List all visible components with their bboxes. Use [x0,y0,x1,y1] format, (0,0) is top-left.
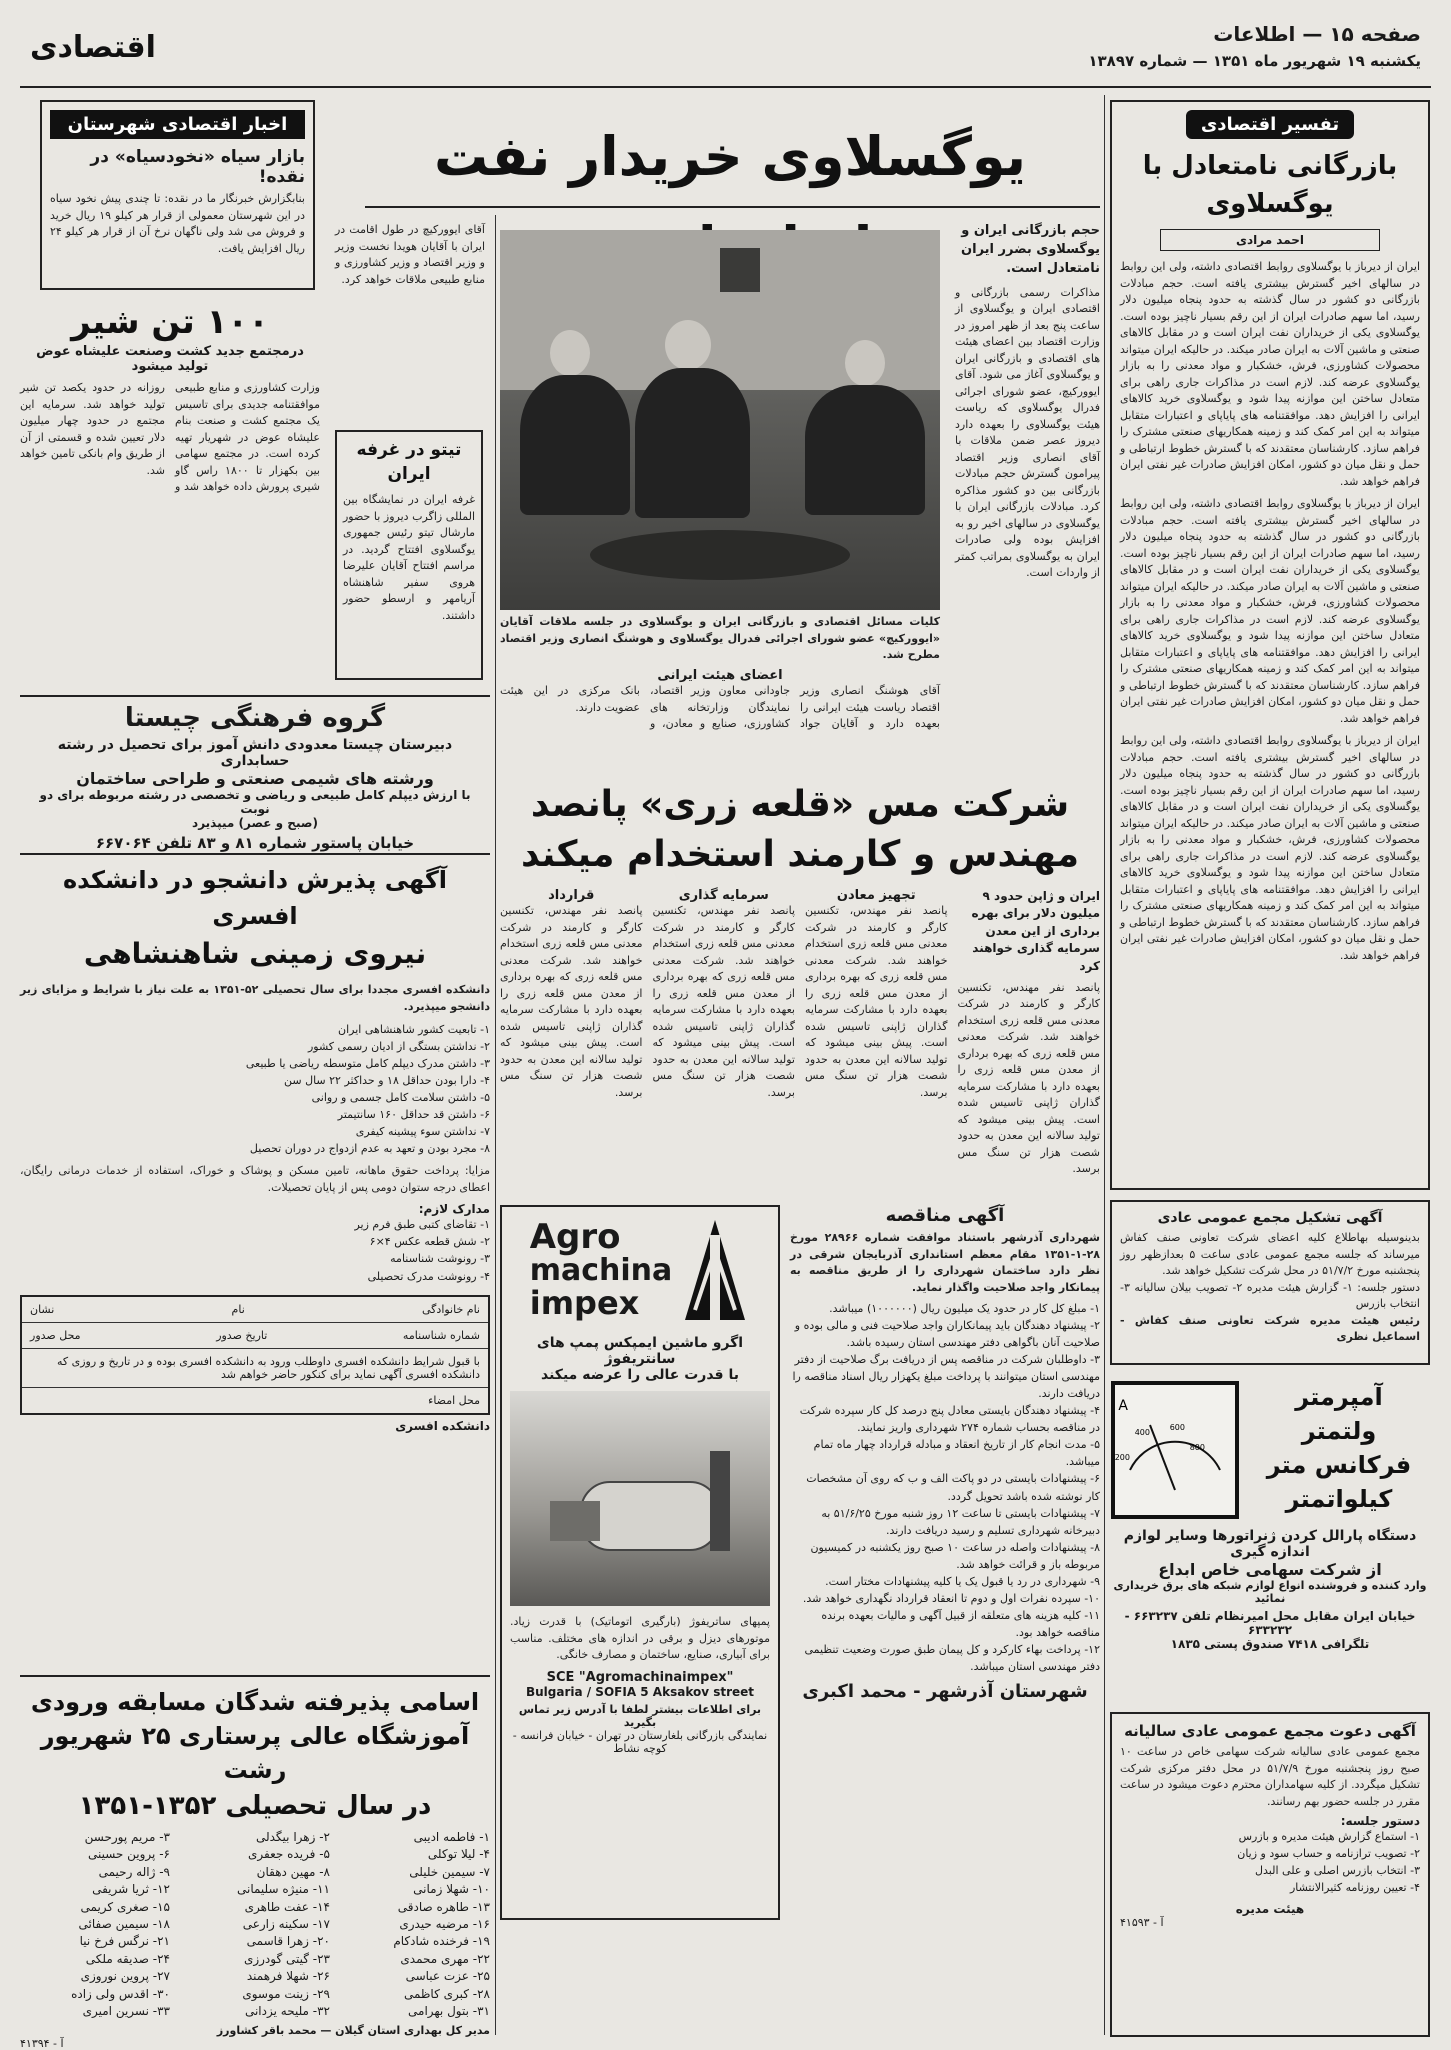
nursing-name: ۲۹- زینت موسوی [242,1986,330,2001]
assembly-notice [1110,1200,1430,1365]
photo-caption: کلیات مسائل اقتصادی و بازرگانی ایران و یوگسلاوی در جلسه ملاقات آقایان «ایوورکیچ» عضو شورای اجرائی فدرال یوگسلاوی و هوشنگ انصاری وزیر اقتصاد مطرح شد. [500,615,940,661]
nursing-name: ۱۴- عفت طاهری [244,1899,330,1914]
chista-address: خیابان پاستور شماره ۸۱ و ۸۳ تلفن ۶۶۷۰۶۴ [95,834,415,852]
nursing-name: ۱۹- فرخنده شادکام [393,1934,490,1949]
nursing-name: ۳۰- اقدس ولی زاده [71,1986,170,2001]
form-row [22,1349,488,1388]
nursing-name: ۲۲- مهری محمدی [400,1951,490,1966]
annual-ref: آ - ۴۱۵۹۳ [1120,1916,1164,1930]
tender-item: ۹- شهرداری در رد یا قبول یک یا کلیه پیشنهادات مختار است. [825,1574,1100,1588]
army-form [20,1295,490,1415]
sidebar-news-body: بنابگزارش خبرنگار ما در نقده: تا چندی پیش نخود سیاه در این شهرستان معمولی از قرار هر کیلو ۱۹ ریال خرید و فروش می شد ولی ناگهان نرخ آن از قرار هر کیلو ۲۴ ریال افزایش یافت. [50,192,305,255]
photo-person-3 [805,385,925,515]
annual-signature: هیئت مدیره [1235,1902,1305,1917]
editorial-body-3: ایران از دیرباز با یوگسلاوی روابط اقتصادی داشته، ولی این روابط در سالهای اخیر گسترش بیشتری یافته است. حجم مبادلات بازرگانی دو کشور در سال گذشته به حدود پنجاه میلیون دلار رسید، اما سهم صادرات ایران از این رقم بسیار ناچیز بوده است. یوگسلاوی یکی از خریداران نفت ایران است و در مقابل کالاهای صنعتی و ماشین آلات به ایران صادر میکند. در حالیکه ایران میتواند محصولات کشاورزی، فرش، خشکبار و مواد معدنی را به بازار یوگسلاوی عرضه کند. لازم است در مذاکرات جاری راهی برای متعادل ساختن این موازنه پیدا شود و یوگسلاوی خرید کالاهای ایرانی را افزایش دهد. موافقتنامه های پایاپای و اعتبارات متقابل میتواند به این امر کمک کند و زمینه همکاریهای صنعتی مشترک را فراهم سازد. کارشناسان معتقدند که با گسترش خطوط ارتباطی و حمل و نقل میان دو کشور، امکان افزایش صادرات غیر نفتی ایران فراهم خواهد شد. [1120,734,1420,962]
members-body: آقای هوشنگ انصاری وزیر اقتصاد ریاست هیئت ایرانی را بعهده دارد و آقایان جواد جاودانی معاون وزیر اقتصاد، نمایندگان وزارتخانه های کشاورزی، صنایع و معادن، و بانک مرکزی در این هیئت عضویت دارند. [500,684,940,730]
agro-features: پمپهای ساتریفوژ (بارگیری اتوماتیک) با قدرت زیاد. موتورهای دیزل و برقی در اندازه های مختلف. مناسب برای آبیاری، صنایع، ساختمان و مصارف خانگی. [510,1615,770,1661]
tender-item: ۱۱- کلیه هزینه های متعلقه از قبیل آگهی و مالیات بعهده برنده مناقصه خواهد بود. [821,1608,1100,1639]
meter-address: خیابان ایران مقابل محل امیرنظام تلفن ۶۶۳۲۳۷ - ۶۳۳۲۳۲ [1124,1609,1416,1637]
tito-headline: تیتو در غرفه ایران [356,440,462,484]
tender-title: آگهی مناقصه [885,1205,1005,1226]
army-title-1: آگهی پذیرش دانشجو در دانشکده افسری [62,866,448,930]
section-title: اقتصادی [30,30,156,65]
sidebar-news-header: اخبار اقتصادی شهرستان [50,110,305,139]
photo-frame [720,248,760,292]
copper-body: پانصد نفر مهندس، تکنسین کارگر و کارمند در شرکت معدنی مس قلعه زری استخدام خواهند شد. شرکت معدنی مس قلعه زری که بهره برداری از معدن مس قلعه زری را بعهده دارد با مشارکت سرمایه گذاران ژاپنی تاسیس شده است. پیش بینی میشود که تولید سالانه این معدن به حدود شصت هزار تن سنگ مس برسد. [957,980,1100,1176]
meter-phone: تلگرافی ۷۴۱۸ صندوق پستی ۱۸۳۵ [1170,1637,1370,1651]
nursing-name: ۲۱- نرگس فرخ نیا [79,1934,170,1949]
tender-item: ۳- داوطلبان شرکت در مناقصه پس از دریافت برگ صلاحیت از دفتر مهندسی استان میتوانند با پرداخت مبلغ یکهزار ریال اسناد مناقصه را دریافت دارند. [792,1353,1100,1401]
army-docs-title: مدارک لازم: [418,1202,490,1217]
form-statement: با قبول شرایط دانشکده افسری داوطلب ورود به دانشکده افسری بوده و در تاریخ و روزی که دانشکده افسری آگهی نماید برای کنکور حاضر خواهم شد [56,1354,480,1381]
nursing-name: ۳- مریم پورحسن [84,1830,170,1844]
milk-story [20,300,320,690]
copper-col-title-1: سرمایه گذاری [678,888,769,903]
assembly-signature: رئیس هیئت مدیره شرکت تعاونی صنف کفاش - اسماعیل نظری [1120,1313,1420,1343]
tender-item: ۵- مدت انجام کار از تاریخ انعقاد و مبادله قرارداد چهار ماه تمام میباشد. [813,1438,1100,1469]
main-side-body: آقای ایوورکیچ در طول اقامت در ایران با آقایان هویدا نخست وزیر و وزیر اقتصاد و وزیر کشاورزی و منابع طبیعی ملاقات خواهد کرد. [335,223,485,286]
annual-agenda-item: ۳- انتخاب بازرس اصلی و علی البدل [1255,1864,1420,1878]
agro-address-1: SCE "Agromachinaimpex" [546,1669,734,1685]
army-condition: ۱- تابعیت کشور شاهنشاهی ایران [338,1023,490,1036]
tender-item: ۴- پیشنهاد دهندگان بایستی معادل پنج درصد کل کار سپرده شرکت در مناقصه بحساب شماره ۲۷۴ شهرداری واریز نمایند. [799,1404,1100,1435]
photo-person-2-head [665,320,711,370]
annual-agenda [1120,1828,1420,1896]
nursing-ad [20,1685,490,2050]
masthead-rule [20,86,1431,88]
main-headline-rule [365,206,1100,208]
army-ad [20,862,490,1677]
annual-title: آگهی دعوت مجمع عمومی عادی سالیانه [1124,1722,1416,1740]
army-condition: ۵- داشتن سلامت کامل جسمی و روانی [311,1091,490,1105]
tender-item: ۷- پیشنهادات بایستی تا ساعت ۱۲ روز شنبه مورخ ۵۱/۶/۲۵ به دبیرخانه شهرداری تسلیم و رسید دریافت دارند. [821,1506,1100,1537]
date-line: یکشنبه ۱۹ شهریور ماه ۱۳۵۱ — شماره ۱۳۸۹۷ [1088,52,1421,70]
army-footer: دانشکده افسری [395,1418,490,1433]
tender-item: ۲- پیشنهاد دهندگان باید پیمانکاران واجد صلاحیت فنی و مالی بوده و صلاحیت آنان باگواهی دفتر مهندسی استان رسیده باشد. [794,1319,1100,1350]
tito-body: غرفه ایران در نمایشگاه بین المللی زاگرب دیروز با حضور مارشال تیتو رئیس جمهوری یوگسلاوی افتتاح گردید. در مراسم افتتاح آقایان علیرضا هروی سفیر شاهنشاه آریامهر و ارسطو حضور داشتند. [343,493,475,622]
editorial [1110,100,1430,1190]
milk-body: وزارت کشاورزی و منابع طبیعی موافقتنامه جدیدی برای تاسیس یک مجتمع کشت و صنعت بنام علیشاه عوض در شهریار تهیه کرده است. در مجتمع سهامی بین بکهزار تا ۱۸۰۰ راس گاو شیری پرورش داده خواهد شد و روزانه در حدود یکصد تن شیر تولید خواهد شد. سرمایه این مجتمع در حدود چهار میلیون دلار تعیین شده و قسمتی از آن از طریق وام بانکی تامین خواهد شد. [20,381,320,493]
meter-ad [1110,1380,1430,1705]
form-label: شماره شناسنامه [402,1328,480,1342]
editorial-body-2: ایران از دیرباز با یوگسلاوی روابط اقتصادی داشته، ولی این روابط در سالهای اخیر گسترش بیشتری یافته است. حجم مبادلات بازرگانی دو کشور در سال گذشته به حدود پنجاه میلیون دلار رسید، اما سهم صادرات ایران از این رقم بسیار ناچیز بوده است. یوگسلاوی یکی از خریداران نفت ایران است و در مقابل کالاهای صنعتی و ماشین آلات به ایران صادر میکند. در حالیکه ایران میتواند محصولات کشاورزی، فرش، خشکبار و مواد معدنی را به بازار یوگسلاوی عرضه کند. لازم است در مذاکرات جاری راهی برای متعادل ساختن این موازنه پیدا شود و یوگسلاوی خرید کالاهای ایرانی را افزایش دهد. موافقتنامه های پایاپای و اعتبارات متقابل میتواند به این امر کمک کند و زمینه همکاریهای صنعتی مشترک را فراهم سازد. کارشناسان معتقدند که با گسترش خطوط ارتباطی و حمل و نقل میان دو کشور، امکان افزایش صادرات غیر نفتی ایران فراهم خواهد شد. [1120,497,1420,725]
assembly-agenda: دستور جلسه: ۱- گزارش هیئت مدیره ۲- تصویب بیلان سالیانه ۳- انتخاب بازرس [1120,1280,1421,1310]
army-docs [20,1216,490,1284]
tender-item: ۱- مبلغ کل کار در حدود یک میلیون ریال (۱۰۰۰۰۰۰) میباشد. [829,1302,1100,1315]
editorial-header: تفسیر اقتصادی [1186,110,1354,139]
nursing-name: ۶- پروین حسینی [87,1847,170,1862]
meter-title-1: آمپرمتر [1295,1383,1383,1411]
agro-logo-line: Agro [529,1216,621,1257]
tender-ad [790,1205,1100,2040]
nursing-name: ۳۲- ملیحه یزدانی [244,2003,330,2018]
nursing-name: ۲۰- زهرا قاسمی [246,1934,330,1949]
nursing-name: ۱۱- منیژه سلیمانی [236,1882,330,1897]
editorial-body-1: ایران از دیرباز با یوگسلاوی روابط اقتصادی داشته، ولی این روابط در سالهای اخیر گسترش بیشتری یافته است. حجم مبادلات بازرگانی دو کشور در سال گذشته به حدود پنجاه میلیون دلار رسید، اما سهم صادرات ایران از این رقم بسیار ناچیز بوده است. یوگسلاوی یکی از خریداران نفت ایران است و در مقابل کالاهای صنعتی و ماشین آلات به ایران صادر میکند. در حالیکه ایران میتواند محصولات کشاورزی، فرش، خشکبار و مواد معدنی را به بازار یوگسلاوی عرضه کند. لازم است در مذاکرات جاری راهی برای متعادل ساختن این موازنه پیدا شود و یوگسلاوی خرید کالاهای ایرانی را افزایش دهد. موافقتنامه های پایاپای و اعتبارات متقابل میتواند به این امر کمک کند و زمینه همکاریهای صنعتی مشترک را فراهم سازد. کارشناسان معتقدند که با گسترش خطوط ارتباطی و حمل و نقل میان دو کشور، امکان افزایش صادرات غیر نفتی ایران فراهم خواهد شد. [1120,260,1420,488]
army-doc: ۳- رونوشت شناسنامه [390,1252,490,1266]
pump-pipe [710,1451,730,1551]
nursing-title-2: آموزشگاه عالی پرستاری ۲۵ شهریور رشت [40,1722,470,1784]
meter-title-2: ولتمتر [1301,1417,1377,1445]
meter-tick: 600 [1169,1423,1185,1432]
annual-notice [1110,1712,1430,2037]
chista-line-3: با ارزش دیپلم کامل طبیعی و ریاضی و تخصصی در رشته مربوطه برای دو نوبت [39,788,471,816]
ammeter-icon [1110,1380,1240,1520]
main-lead: حجم بازرگانی ایران و یوگسلاوی بضرر ایران نامتعادل است. [961,223,1100,276]
chista-line-1: دبیرستان چیستا معدودی دانش آموز برای تحصیل در رشته حسابداری [57,737,453,769]
nursing-name: ۱۰- شهلا زمانی [413,1882,490,1897]
assembly-body: بدینوسیله بهاطلاع کلیه اعضای شرکت تعاونی صنف کفاش میرساند که جلسه مجمع عمومی عادی ساعت ۵ بعدازظهر روز پنجشنبه مورخ ۵۱/۷/۲ در محل شرکت تشکیل خواهد شد. [1120,1231,1420,1277]
army-condition: ۴- دارا بودن حداقل ۱۸ و حداکثر ۲۲ سال سن [283,1074,490,1088]
copper-sub: ایران و ژاپن حدود ۹ میلیون دلار برای بهره برداری از این معدن سرمایه گذاری خواهند کرد [971,889,1100,973]
meter-title-3: فرکانس متر [1266,1451,1412,1479]
photo-person-1-head [550,330,590,376]
page-line: صفحه ۱۵ — اطلاعات [1213,22,1421,46]
copper-col-2-body: پانصد نفر مهندس، تکنسین کارگر و کارمند در شرکت معدنی مس قلعه زری استخدام خواهند شد. شرکت معدنی مس قلعه زری که بهره برداری از معدن مس قلعه زری را بعهده دارد با مشارکت سرمایه گذاران ژاپنی تاسیس شده است. پیش بینی میشود که تولید سالانه این معدن به حدود شصت هزار تن سنگ مس برسد. [805,904,948,1099]
copper-col-3-body: پانصد نفر مهندس، تکنسین کارگر و کارمند در شرکت معدنی مس قلعه زری استخدام خواهند شد. شرکت معدنی مس قلعه زری که بهره برداری از معدن مس قلعه زری را بعهده دارد با مشارکت سرمایه گذاران ژاپنی تاسیس شده است. پیش بینی میشود که تولید سالانه این معدن به حدود شصت هزار تن سنگ مس برسد. [500,904,643,1099]
annual-body: مجمع عمومی عادی سالیانه شرکت سهامی خاص در ساعت ۱۰ صبح روز پنجشنبه مورخ ۵۱/۷/۹ در محل دفتر مرکزی شرکت تشکیل میگردد. از کلیه سهامداران محترم دعوت میشود در ساعت مقرر در جلسه حضور بهم رسانند. [1120,1745,1420,1808]
chista-line-4: (صبح و عصر) میپذیرد [192,816,318,830]
members-title: اعضای هیئت ایرانی [657,668,783,683]
army-condition: ۳- داشتن مدرک دیپلم کامل متوسطه ریاضی یا طبیعی [245,1057,490,1071]
nursing-name: ۲- زهرا بیگدلی [255,1830,330,1844]
agro-ad [500,1205,780,1920]
editorial-title: بازرگانی نامتعادل با یوگسلاوی [1142,151,1398,219]
form-row [22,1323,488,1349]
nursing-name: ۴- لیلا توکلی [427,1847,490,1862]
tender-signature: شهرستان آذرشهر - محمد اکبری [802,1681,1088,1703]
army-doc: ۱- تقاضای کتبی طبق فرم زیر [354,1218,490,1232]
nursing-names [20,1829,490,2020]
form-row [22,1297,488,1323]
tito-box [335,430,483,680]
pump-body [580,1481,720,1551]
meter-line-1: دستگاه پارالل کردن ژنراتورها وسایر لوازم اندازه گیری [1123,1528,1417,1560]
agro-logo-line: machina [529,1253,673,1289]
meter-line-3: وارد کننده و فروشنده انواع لوازم شبکه های برق خریداری نمائید [1113,1579,1427,1605]
form-label: محل امضاء [428,1393,480,1407]
members-area [500,668,940,768]
nursing-name: ۲۷- پروین نوروزی [80,1969,170,1984]
photo-person-2 [635,368,750,518]
army-title-2: نیروی زمینی شاهنشاهی [83,937,427,970]
nursing-name: ۱۵- صغری کریمی [80,1899,170,1914]
copper-story [500,780,1100,1195]
army-doc: ۴- رونوشت مدرک تحصیلی [367,1269,490,1283]
assembly-title: آگهی تشکیل مجمع عمومی عادی [1157,1210,1383,1226]
nursing-ref: آ - ۴۱۳۹۴ [20,2037,64,2050]
tender-items [790,1300,1100,1675]
nursing-name: ۲۵- عزت عباسی [405,1969,490,1984]
annual-agenda-item: ۴- تعیین روزنامه کثیرالانتشار [1289,1881,1420,1895]
copper-col-title-3: قرارداد [548,888,595,903]
form-label: نام [231,1302,245,1316]
form-row [22,1388,488,1413]
agro-logo-text [529,1216,673,1322]
meter-label: A [1118,1398,1128,1414]
agro-logo-icon [680,1215,750,1325]
form-label: نام خانوادگی [422,1302,480,1316]
photo-person-1 [520,375,630,515]
editorial-author: احمد مرادی [1160,229,1380,251]
army-intro: دانشکده افسری مجددا برای سال تحصیلی ۵۲-۱۳۵۱ به علت نیاز با شرایط و مزایای زیر دانشجو میپذیرد. [20,983,490,1013]
agro-tagline-1: اگرو ماشین ایمپکس پمپ های سانتریفوژ [536,1335,744,1367]
tender-item: ۱۰- سپرده نفرات اول و دوم تا انعقاد قرارداد نگهداری خواهد شد. [802,1591,1100,1605]
sidebar-news-box [40,100,315,290]
annual-agenda-title: دستور جلسه: [1340,1814,1420,1828]
main-headline: یوگسلاوی خریدار نفت [433,125,1027,188]
annual-agenda-item: ۲- تصویب ترازنامه و حساب سود و زیان [1237,1847,1420,1861]
army-conditions [20,1021,490,1157]
nursing-name: ۳۳- نسرین امیری [82,2003,170,2018]
meter-title-4: کیلواتمتر [1285,1485,1393,1513]
chista-line-2: ورشته های شیمی صنعتی و طراحی ساختمان [76,769,434,788]
tender-item: ۶- پیشنهادات بایستی در دو پاکت الف و ب که روی آن مشخصات کار نوشته شده باشد تحویل گردد. [806,1472,1100,1503]
form-label: تاریخ صدور [216,1328,268,1342]
agro-logo-line: impex [529,1283,640,1322]
agro-tagline-2: با قدرت عالی را عرضه میکند [541,1367,739,1383]
photo-person-3-head [845,340,885,386]
copper-col-1-body: پانصد نفر مهندس، تکنسین کارگر و کارمند در شرکت معدنی مس قلعه زری استخدام خواهند شد. شرکت معدنی مس قلعه زری که بهره برداری از معدن مس قلعه زری را بعهده دارد با مشارکت سرمایه گذاران ژاپنی تاسیس شده است. پیش بینی میشود که تولید سالانه این معدن به حدود شصت هزار تن سنگ مس برسد. [652,904,795,1099]
nursing-name: ۱- فاطمه ادیبی [413,1830,490,1844]
nursing-name: ۱۸- سیمین صفائی [78,1916,170,1931]
tender-item: ۸- پیشنهادات واصله در ساعت ۱۰ صبح روز یکشنبه در کمیسیون مربوطه باز و قرائت خواهد شد. [810,1540,1100,1571]
nursing-name: ۸- مهین دهقان [256,1864,330,1879]
agro-address-4: نمایندگی بازرگانی بلغارستان در تهران - خیابان فرانسه - کوچه نشاط [512,1728,768,1755]
army-benefits: مزایا: پرداخت حقوق ماهانه، تامین مسکن و پوشاک و خوراک، استفاده از خدمات درمانی رایگان، اعطای درجه ستوان دومی پس از پایان تحصیلات. [20,1164,490,1194]
masthead [0,0,1451,88]
meter-tick: 200 [1114,1453,1130,1462]
meter-line-2: از شرکت سهامی خاص ابداع [1158,1560,1382,1579]
nursing-signature: مدیر کل بهداری استان گیلان — محمد باقر کشاورز [216,2024,490,2038]
nursing-name: ۱۷- سکینه زارعی [242,1916,330,1931]
column-rule [495,215,496,2035]
photo-table [590,530,850,580]
nursing-name: ۳۱- بتول بهرامی [408,2003,490,2018]
nursing-name: ۱۶- مرضیه حیدری [399,1916,490,1931]
nursing-name: ۹- ژاله رحیمی [98,1864,170,1879]
army-condition: ۸- مجرد بودن و تعهد به عدم ازدواج در دوران تحصیل [249,1142,490,1156]
main-body: مذاکرات رسمی بازرگانی و اقتصادی ایران و یوگسلاوی از ساعت پنج بعد از ظهر امروز در وزارت اقتصاد بین اعضای هیئت های اقتصادی و بازرگانی ایران و یوگسلاوی آغاز می شود. آقای ایوورکیچ، عضو شورای اجرائی فدرال یوگسلاوی که ریاست هیئت یوگسلاوی را بعهده دارد دیروز عصر ضمن ملاقات با آقای انصاری وزیر اقتصاد پیرامون گسترش حجم مبادلات بازرگانی بین دو کشور مذاکره کرد. مبادلات بازرگانی ایران با یوگسلاوی در سالهای اخیر رو به افزایش بوده ولی صادرات ایران به یوگسلاوی بمراتب کمتر از واردات است. [955,285,1100,580]
nursing-title-3: در سال تحصیلی ۱۳۵۲-۱۳۵۱ [78,1791,432,1821]
tender-item: ۱۲- پرداخت بهاء کارکرد و کل پیمان طبق صورت وضعیت تنظیمی دفتر مهندسی استان میباشد. [804,1642,1100,1673]
form-label: محل صدور [30,1328,81,1342]
meter-tick: 400 [1134,1428,1150,1437]
copper-headline-1: شرکت مس «قلعه زری» پانصد [530,784,1070,825]
nursing-name: ۲۴- صدیقه ملکی [85,1951,170,1966]
nursing-name: ۷- سیمین خلیلی [409,1864,490,1879]
nursing-name: ۱۳- طاهره صادقی [397,1899,490,1914]
chista-ad [20,695,490,855]
meeting-photo [500,230,940,610]
nursing-name: ۱۲- ثریا شریفی [92,1882,170,1897]
nursing-name: ۵- فریده جعفری [248,1847,330,1862]
army-condition: ۶- داشتن قد حداقل ۱۶۰ سانتیمتر [337,1108,490,1122]
nursing-title-1: اسامی پذیرفته شدگان مسابقه ورودی [30,1688,480,1716]
nursing-name: ۲۳- گیتی گودرزی [243,1951,330,1966]
copper-headline-2: مهندس و کارمند استخدام میکند [521,834,1079,875]
chista-title: گروه فرهنگی چیستا [124,703,386,733]
meter-tick: 800 [1189,1443,1205,1452]
sidebar-news-title: بازار سیاه «نخودسیاه» در نقده! [90,147,305,187]
milk-subhead: درمجتمع جدید کشت وصنعت علیشاه عوض تولید میشود [36,344,304,374]
milk-headline: ۱۰۰ تن شیر [71,302,269,342]
army-condition: ۲- نداشتن بستگی از ادیان رسمی کشور [307,1040,490,1054]
form-label: نشان [30,1302,55,1316]
pump-motor [550,1501,600,1541]
annual-agenda-item: ۱- استماع گزارش هیئت مدیره و بازرس [1238,1830,1420,1843]
main-story-column [955,222,1100,782]
agro-address-2: Bulgaria / SOFIA 5 Aksakov street [525,1684,755,1699]
nursing-name: ۲۶- شهلا فرهمند [246,1969,330,1984]
tender-intro: شهرداری آذرشهر باستناد موافقت شماره ۲۸۹۶۶ مورخ ۲۸-۱-۱۳۵۱ مقام معظم استانداری آذربایجان شرقی در نظر دارد ساختمان شهرداری را از طریق مناقصه به پیمانکار واجد صلاحیت واگذار نماید. [790,1231,1101,1294]
pump-photo [510,1391,770,1606]
copper-col-title-2: تجهیز معادن [836,888,916,903]
army-condition: ۷- نداشتن سوء پیشینه کیفری [355,1125,490,1139]
nursing-name: ۲۸- کبری کاظمی [403,1986,490,2001]
agro-address-3: برای اطلاعات بیشتر لطفا با آدرس زیر تماس بگیرید [518,1702,762,1729]
army-doc: ۲- شش قطعه عکس ۴×۶ [369,1235,490,1249]
column-rule [1104,95,1105,2035]
